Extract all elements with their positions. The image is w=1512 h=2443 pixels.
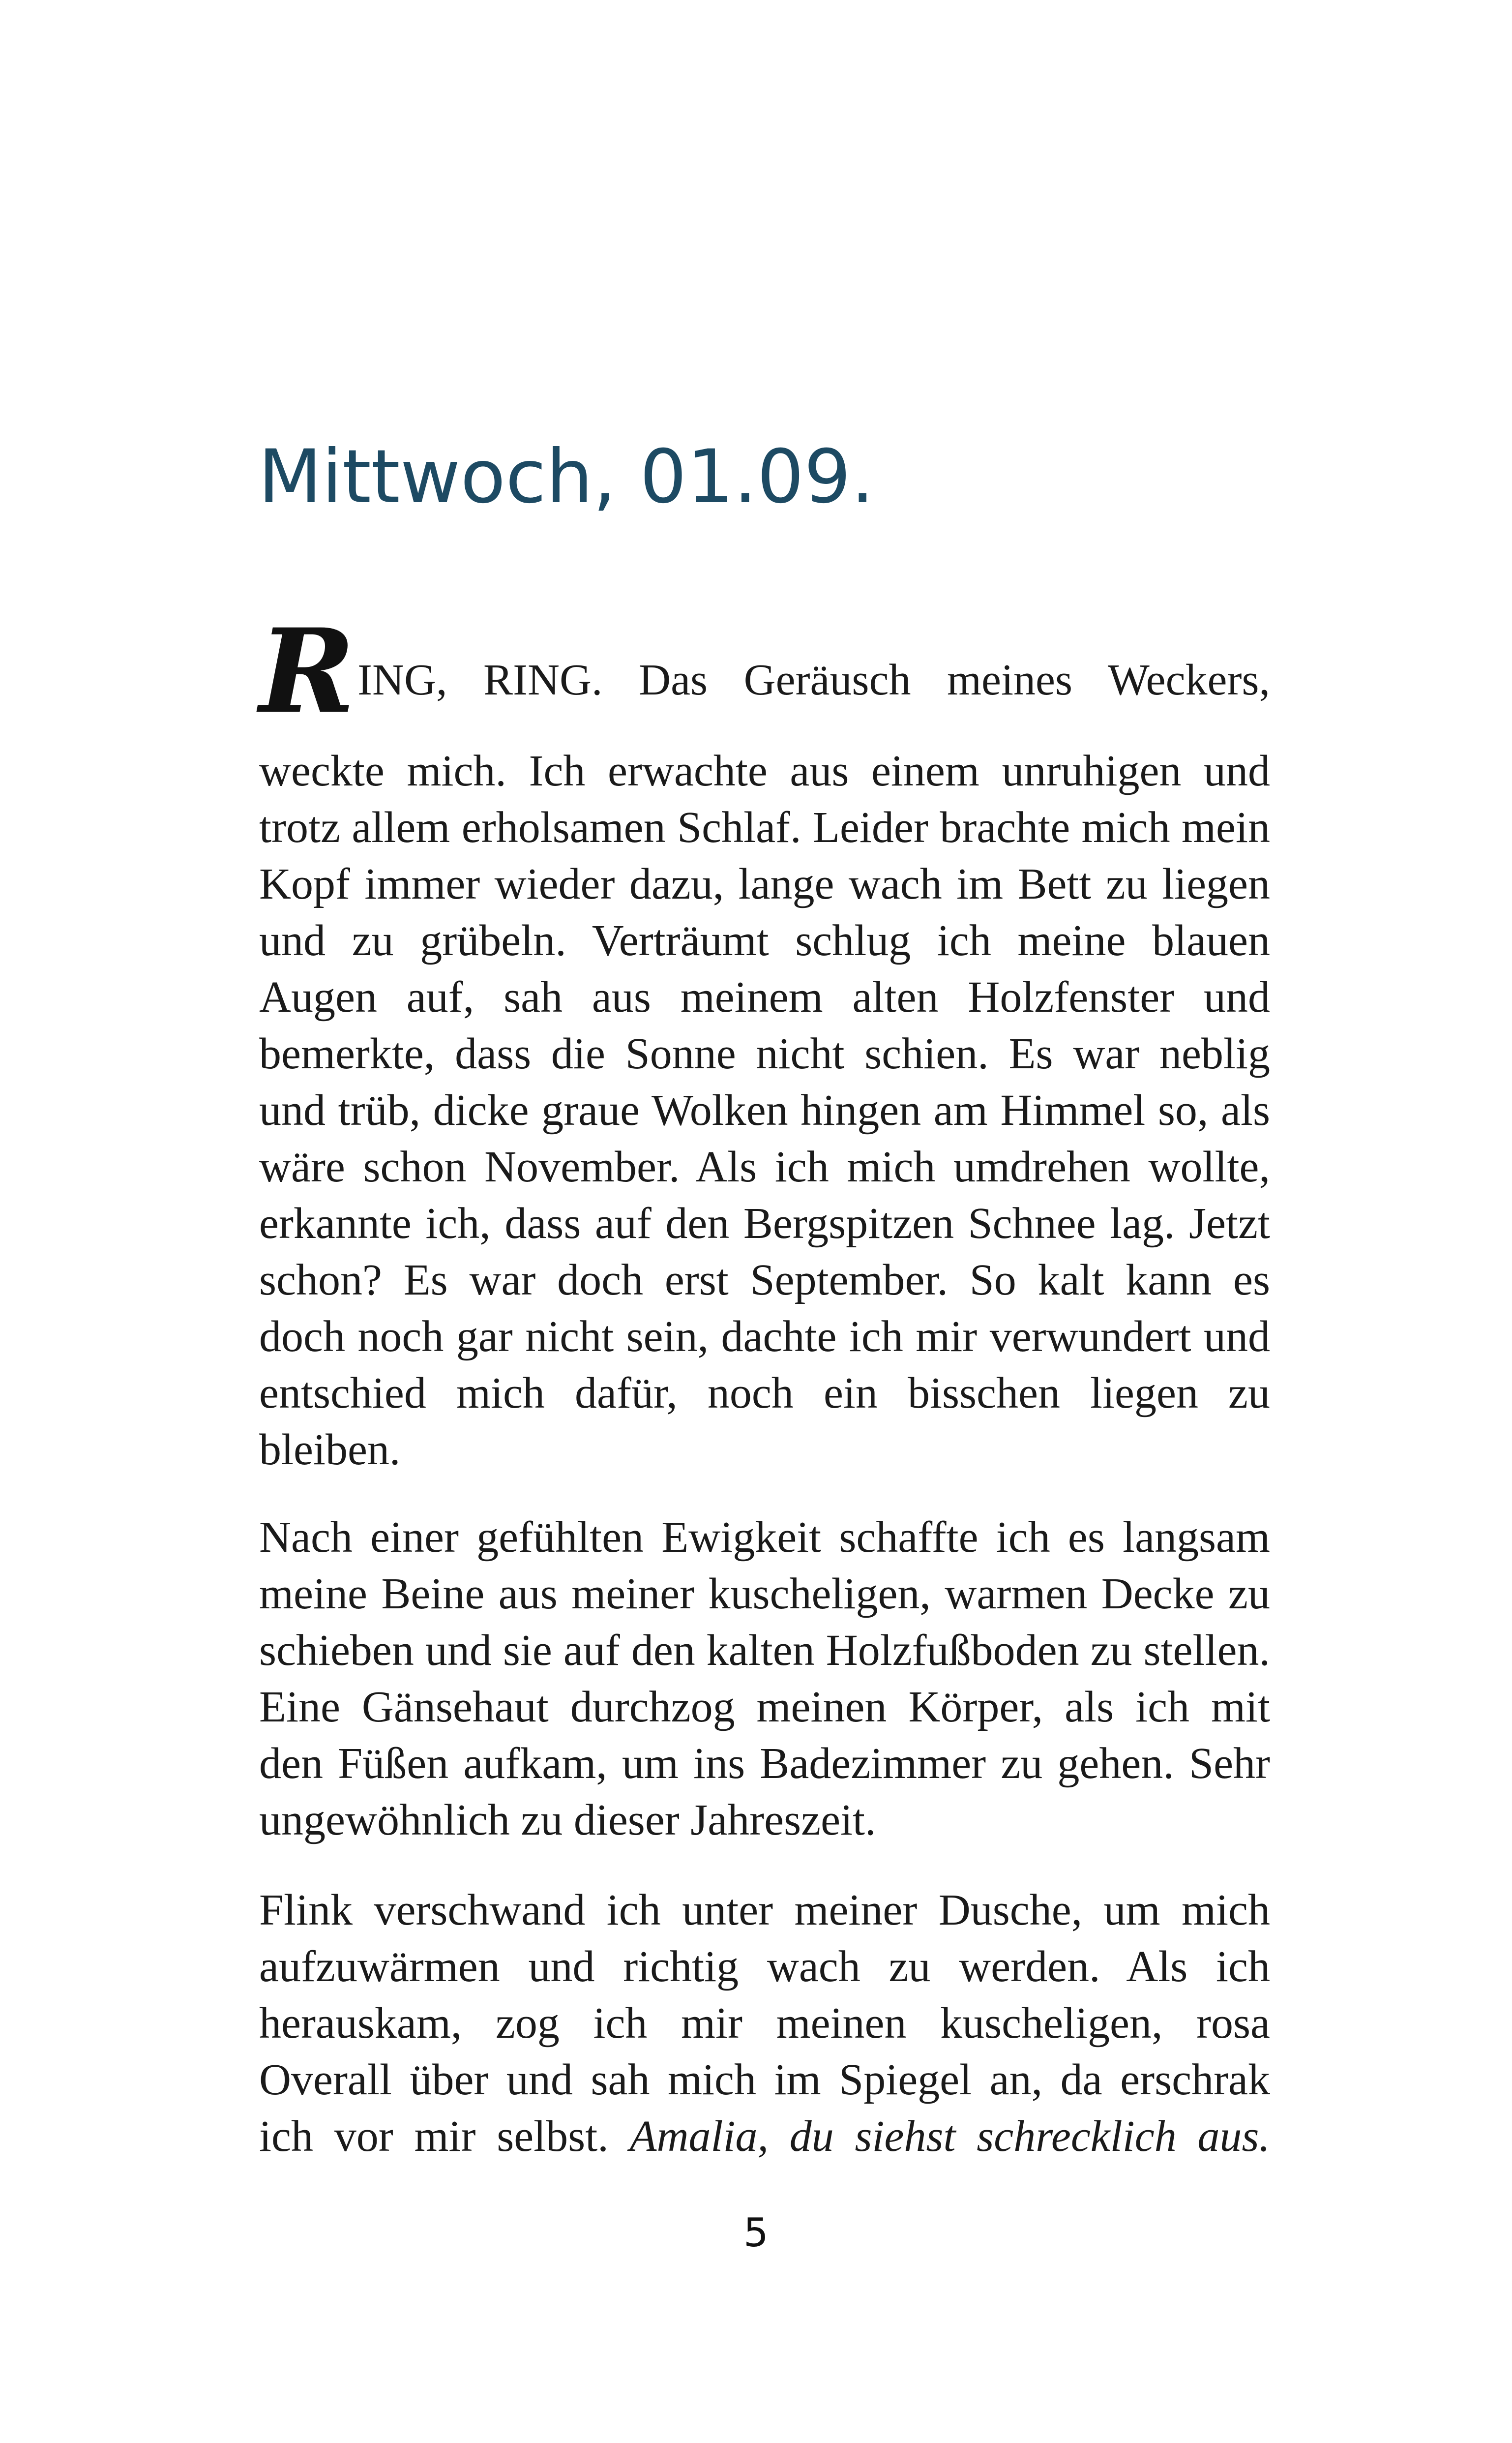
paragraph-3 xyxy=(259,1882,1270,2165)
paragraph-3-text: Flink verschwand ich unter meiner Dusche, um mich aufzuwärmen und richtig wach zu werden. Als ich herauskam, zog ich mir meinen kuscheligen, rosa Overall über und sah mich im Spiegel an, da erschrak ich vor mir selbst. xyxy=(259,1886,1270,2161)
drop-cap-letter: R xyxy=(259,603,356,739)
chapter-title: Mittwoch, 01.09. xyxy=(258,434,875,520)
paragraph-1-body: weckte mich. Ich erwachte aus einem unruhigen und trotz allem erholsamen Schlaf. Leider brachte mich mein Kopf immer wieder dazu, lange wach im Bett zu liegen und zu grübeln. Verträumt schlug ich meine blauen Augen auf, sah aus meinem alten Holzfenster und bemerkte, dass die Sonne nicht schien. Es war neblig und trüb, dicke graue Wolken hingen am Himmel so, als wäre schon November. Als ich mich umdrehen wollte, erkannte ich, dass auf den Bergspitzen Schnee lag. Jetzt schon? Es war doch erst September. So kalt kann es doch noch gar nicht sein, dachte ich mir verwundert und entschied mich dafür, noch ein bisschen liegen zu bleiben. xyxy=(259,747,1270,1474)
page-number: 5 xyxy=(743,2210,769,2256)
opening-line-text: ING, RING. Das Geräusch meines Weckers, xyxy=(357,656,1270,704)
opening-line xyxy=(259,603,1270,739)
paragraph-2: Nach einer gefühlten Ewigkeit schaffte ich es langsam meine Beine aus meiner kuscheligen, warmen Decke zu schieben und sie auf den kalten Holzfußboden zu stellen. Eine Gänsehaut durchzog meinen Körper, als ich mit den Füßen aufkam, um ins Badezimmer zu gehen. Sehr ungewöhnlich zu dieser Jahreszeit. xyxy=(259,1513,1270,1844)
paragraph-3-italic-thought: Amalia, du siehst schrecklich aus. xyxy=(629,2112,1270,2161)
